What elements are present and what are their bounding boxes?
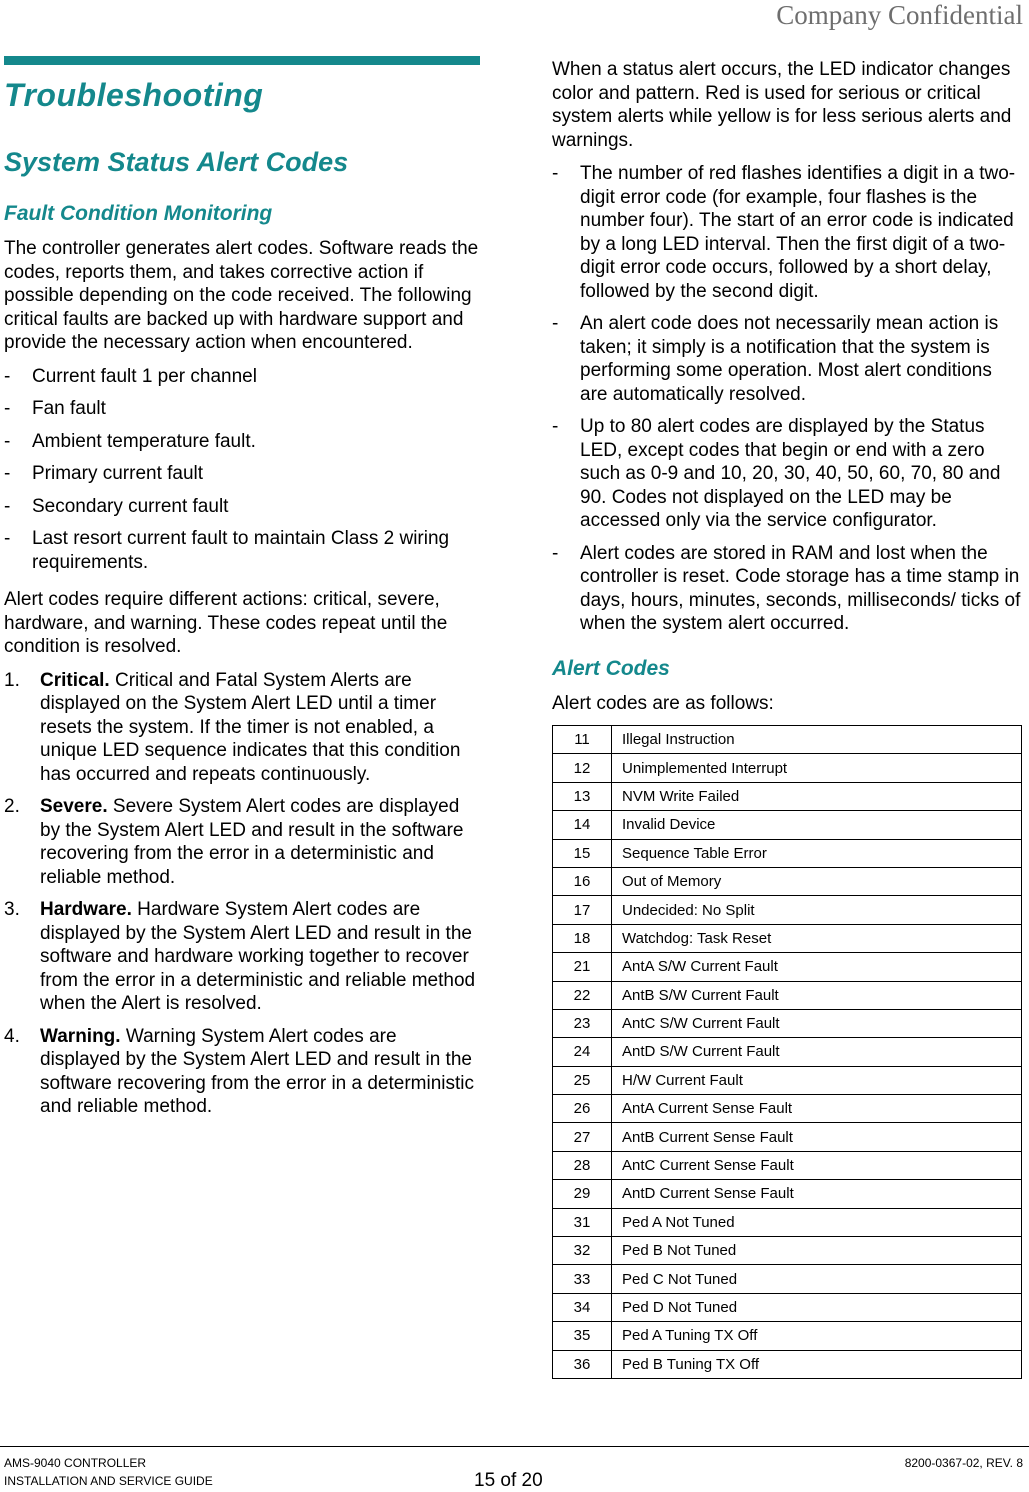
led-intro-paragraph: When a status alert occurs, the LED indicator changes color and pattern. Red is used for serious or critical system alerts while yellow is for less serious alerts and warnings. [552,59,1012,151]
table-row [553,839,1022,867]
fault-item: - Current fault 1 per channel [4,365,480,389]
section-heading: System Status Alert Codes [4,147,349,177]
table-row [553,1066,1022,1094]
alert-type-text: Warning System Alert codes are displayed by the System Alert LED and result in the software recovering from the error in a deterministic and reliable method. [40,1025,474,1117]
alert-codes-intro: Alert codes are as follows: [552,692,774,714]
led-note-item: - Up to 80 alert codes are displayed by the Status LED, except codes that begin or end with a zero such as 0-9 and 10, 20, 30, 40, 50, 60, 70, 80 and 90. Codes not displayed on the LED may be accessed only via the service configurator. [552,415,1024,533]
alert-code-description: Ped A Not Tuned [612,1208,1022,1236]
alert-code-description: AntA S/W Current Fault [612,953,1022,981]
page-title: Troubleshooting [4,77,264,113]
table-row [553,1293,1022,1321]
alert-code-number: 35 [553,1322,612,1350]
page-number: 15 of 20 [474,1470,543,1491]
alert-code-number: 29 [553,1180,612,1208]
alert-code-description: AntD Current Sense Fault [612,1180,1022,1208]
alert-type-number: 2. [4,796,20,817]
alert-code-number: 11 [553,726,612,754]
table-row [553,896,1022,924]
alert-code-description: AntA Current Sense Fault [612,1095,1022,1123]
led-notes-list [552,162,1024,636]
alert-code-description: NVM Write Failed [612,782,1022,810]
table-row [553,1265,1022,1293]
alert-type-term: Critical. [40,669,110,691]
alert-type-item [4,1025,480,1119]
alert-code-description: Illegal Instruction [612,726,1022,754]
alert-type-number: 4. [4,1025,20,1047]
alert-type-number: 3. [4,899,20,920]
alert-code-description: AntD S/W Current Fault [612,1038,1022,1066]
alert-type-term: Severe. [40,796,108,817]
alert-code-number: 17 [553,896,612,924]
table-row [553,811,1022,839]
alert-code-number: 21 [553,953,612,981]
table-row [553,1208,1022,1236]
fault-item: - Last resort current fault to maintain Class 2 wiring requirements. [4,527,480,574]
table-row [553,1237,1022,1265]
alert-code-number: 34 [553,1293,612,1321]
intro-paragraph: The controller generates alert codes. Software reads the codes, reports them, and takes corrective action if possible depending on the code received. The following critical faults are backed up with hardware support and provide the necessary action when encountered. [4,238,479,353]
table-row [553,1123,1022,1151]
alert-code-description: Undecided: No Split [612,896,1022,924]
alert-code-number: 12 [553,754,612,782]
alert-type-item [4,795,480,889]
led-note-item: - An alert code does not necessarily mean action is taken; it simply is a notification that the system is performing some operation. Most alert conditions are automatically resolved. [552,312,1024,406]
alert-type-list [4,669,480,1119]
table-row [553,782,1022,810]
alert-code-number: 18 [553,924,612,952]
fault-list [4,365,480,575]
alert-code-description: Ped B Tuning TX Off [612,1350,1022,1378]
alert-code-description: Out of Memory [612,867,1022,895]
alert-code-number: 23 [553,1009,612,1037]
table-row [553,867,1022,895]
footer-rule [0,1446,1029,1447]
alert-type-item [4,898,480,1016]
alert-code-number: 16 [553,867,612,895]
alert-code-number: 33 [553,1265,612,1293]
alert-code-description: Ped C Not Tuned [612,1265,1022,1293]
alert-type-text: Critical and Fatal System Alerts are displayed on the System Alert LED until a timer resets the system. If the timer is not enabled, a unique LED sequence indicates that this condition has occurred and repeats continuously. [40,669,461,785]
alert-code-number: 28 [553,1151,612,1179]
table-row [553,981,1022,1009]
subsection-heading: Fault Condition Monitoring [4,202,273,225]
alert-code-description: Sequence Table Error [612,839,1022,867]
alert-code-description: H/W Current Fault [612,1066,1022,1094]
table-row [553,1180,1022,1208]
alert-code-number: 13 [553,782,612,810]
left-column [4,56,480,1128]
footer-product: AMS-9040 CONTROLLER [4,1456,147,1470]
actions-paragraph: Alert codes require different actions: critical, severe, hardware, and warning. These codes repeat until the condition is resolved. [4,589,448,657]
alert-code-description: Watchdog: Task Reset [612,924,1022,952]
alert-code-description: AntC S/W Current Fault [612,1009,1022,1037]
table-row [553,1322,1022,1350]
alert-code-description: Ped B Not Tuned [612,1237,1022,1265]
fault-item: - Primary current fault [4,462,480,486]
section-rule [4,56,480,65]
table-row [553,953,1022,981]
alert-code-number: 15 [553,839,612,867]
alert-type-text: Severe System Alert codes are displayed by the System Alert LED and result in the software recovering from the error in a deterministic and reliable method. [40,796,464,888]
alert-code-number: 26 [553,1095,612,1123]
table-row [553,1038,1022,1066]
led-note-item: - The number of red flashes identifies a digit in a two-digit error code (for example, four flashes is the number four). The start of an error code is indicated by a long LED interval. Then the first digit of a two-digit error code occurs, followed by a short delay, followed by the second digit. [552,162,1024,303]
fault-item: - Ambient temperature fault. [4,430,480,454]
led-note-item: - Alert codes are stored in RAM and lost when the controller is reset. Code storage has a time stamp in days, hours, minutes, seconds, milliseconds/ ticks of when the system alert occurred. [552,542,1024,636]
alert-code-number: 25 [553,1066,612,1094]
table-row [553,924,1022,952]
alert-code-description: Ped D Not Tuned [612,1293,1022,1321]
alert-code-number: 24 [553,1038,612,1066]
alert-type-term: Hardware. [40,899,132,920]
alert-code-description: AntC Current Sense Fault [612,1151,1022,1179]
alert-code-description: AntB Current Sense Fault [612,1123,1022,1151]
confidential-label: Company Confidential [776,0,1023,30]
alert-codes-heading: Alert Codes [552,656,670,680]
footer-doc-number: 8200-0367-02, REV. 8 [904,1456,1023,1470]
alert-code-description: Ped A Tuning TX Off [612,1322,1022,1350]
alert-code-number: 22 [553,981,612,1009]
alert-code-description: Unimplemented Interrupt [612,754,1022,782]
alert-type-term: Warning. [40,1025,121,1047]
alert-code-number: 31 [553,1208,612,1236]
fault-item: - Fan fault [4,397,480,421]
table-row [553,726,1022,754]
table-row [553,1009,1022,1037]
alert-codes-table [552,725,1022,1379]
alert-code-description: AntB S/W Current Fault [612,981,1022,1009]
table-row [553,1095,1022,1123]
alert-code-number: 36 [553,1350,612,1378]
alert-code-number: 14 [553,811,612,839]
footer-guide: INSTALLATION AND SERVICE GUIDE [4,1474,213,1488]
alert-code-description: Invalid Device [612,811,1022,839]
table-row [553,754,1022,782]
alert-type-number: 1. [4,669,20,691]
table-row [553,1151,1022,1179]
table-row [553,1350,1022,1378]
alert-code-number: 27 [553,1123,612,1151]
right-column [552,58,1024,1379]
alert-type-text: Hardware System Alert codes are displayed by the System Alert LED and result in the software and hardware working together to recover from the error in a deterministic and reliable method when the Alert is resolved. [40,899,476,1014]
alert-code-number: 32 [553,1237,612,1265]
alert-type-item [4,669,480,787]
fault-item: - Secondary current fault [4,495,480,519]
